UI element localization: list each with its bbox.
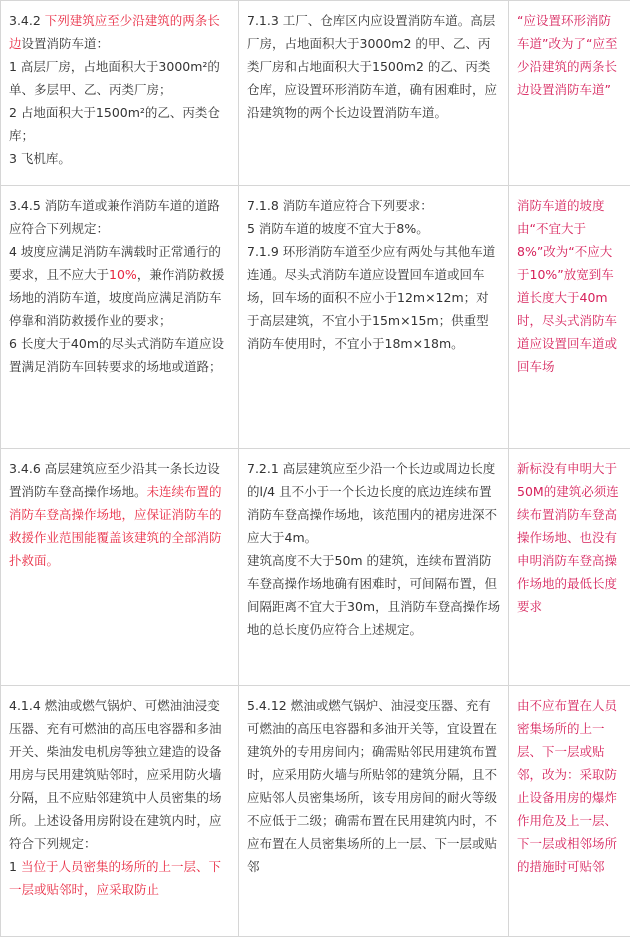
clause-paragraph	[9, 240, 231, 332]
clause-text: 2 占地面积大于1500m²的乙、丙类仓库；	[9, 105, 220, 143]
clause-text: 7.1.9 环形消防车道至少应有两处与其他车道连通。尽头式消防车道应设置回车道或回车场，回车场的面积不应小于12m×12m；对于高层建筑，不宜小于15m×15m；供重型消防车使用时，不宜小于18m×18m。	[247, 244, 495, 351]
clause-paragraph	[9, 55, 231, 101]
clause-paragraph	[247, 549, 501, 641]
new-standard-clause-cell	[1, 686, 239, 937]
highlighted-text: 下列建筑应至少沿建筑的两条长边	[9, 13, 220, 51]
highlighted-text: 当位于人员密集的场所的上一层、下一层或贴邻时，应采取防止	[9, 859, 221, 897]
change-note-cell	[509, 1, 630, 186]
old-standard-clause-cell	[239, 186, 509, 449]
clause-text: 5 消防车道的坡度不宜大于8%。	[247, 221, 429, 236]
clause-paragraph	[9, 194, 231, 240]
clause-text: 4 坡度应满足消防车满载时正常通行的要求，且不应大于	[9, 244, 221, 282]
clause-paragraph	[9, 694, 231, 855]
comparison-table-body	[1, 1, 630, 937]
old-standard-clause-cell	[239, 686, 509, 937]
clause-paragraph	[9, 101, 231, 147]
table-row	[1, 1, 630, 186]
change-note-cell	[509, 449, 630, 686]
change-note-text: 消防车道的坡度由“不宜大于8%”改为“不应大于10%”放宽到车道长度大于40m时，尽头式消防车道应设置回车道或回车场	[517, 198, 617, 374]
new-standard-clause-cell	[1, 1, 239, 186]
old-standard-clause-cell	[239, 449, 509, 686]
new-standard-clause-cell	[1, 186, 239, 449]
clause-text: 3.4.6 高层建筑应至少沿其一条长边设置消防车登高操作场地。	[9, 461, 220, 499]
new-standard-clause-cell	[1, 449, 239, 686]
clause-text: 3.4.5 消防车道或兼作消防车道的道路应符合下列规定：	[9, 198, 220, 236]
clause-text: 7.2.1 高层建筑应至少沿一个长边或周边长度的l/4 且不小于一个长边长度的底边连续布置消防车登高操作场地，该范围内的裙房进深不应大于4m。	[247, 461, 497, 545]
clause-paragraph	[9, 855, 231, 901]
clause-text: 设置消防车道：	[22, 36, 110, 51]
highlighted-text: 未连续布置的消防车登高操作场地，应保证消防车的救援作业范围能覆盖该建筑的全部消防扑救面。	[9, 484, 222, 568]
change-note-cell	[509, 686, 630, 937]
old-standard-clause-cell	[239, 1, 509, 186]
clause-text: 3.4.2	[9, 13, 45, 28]
clause-text: 1	[9, 859, 21, 874]
clause-paragraph	[247, 194, 501, 217]
highlighted-text: 10%	[109, 267, 137, 282]
clause-paragraph	[247, 9, 501, 124]
change-note-text: 由不应布置在人员密集场所的上一层、下一层或贴邻，改为：采取防止设备用房的爆炸作用危及上一层、下一层或相邻场所的措施时可贴邻	[517, 698, 617, 874]
clause-text: 6 长度大于40m的尽头式消防车道应设置满足消防车回转要求的场地或道路；	[9, 336, 224, 374]
clause-paragraph	[247, 240, 501, 355]
clause-text: 3 飞机库。	[9, 151, 71, 166]
clause-text: 7.1.8 消防车道应符合下列要求：	[247, 198, 433, 213]
clause-paragraph	[9, 147, 231, 170]
clause-text: 4.1.4 燃油或燃气锅炉、可燃油油浸变压器、充有可燃油的高压电容器和多油开关、柴油发电机房等独立建造的设备用房与民用建筑贴邻时，应采用防火墙分隔，且不应贴邻建筑中人员密集的场所。上述设备用房附设在建筑内时，应符合下列规定：	[9, 698, 222, 851]
clause-paragraph	[9, 457, 231, 572]
clause-paragraph	[247, 457, 501, 549]
clause-text: 1 高层厂房，占地面积大于3000m²的单、多层甲、乙、丙类厂房；	[9, 59, 220, 97]
clause-paragraph	[9, 9, 231, 55]
clause-paragraph	[247, 694, 501, 878]
clause-text: 7.1.3 工厂、仓库区内应设置消防车道。高层厂房，占地面积大于3000m2 的甲、乙、丙类厂房和占地面积大于1500m2 的乙、丙类仓库，应设置环形消防车道，确有困难时，应沿建筑物的两个长边设置消防车道。	[247, 13, 497, 120]
clause-text: ，兼作消防救援场地的消防车道，坡度尚应满足消防车停靠和消防救援作业的要求；	[9, 267, 224, 328]
table-row	[1, 186, 630, 449]
change-note-text: “应设置环形消防车道”改为了“应至少沿建筑的两条长边设置消防车道”	[517, 13, 617, 97]
clause-paragraph	[247, 217, 501, 240]
clause-paragraph	[9, 332, 231, 378]
clause-text: 建筑高度不大于50m 的建筑，连续布置消防车登高操作场地确有困难时，可间隔布置，但间隔距离不宜大于30m，且消防车登高操作场地的总长度仍应符合上述规定。	[247, 553, 500, 637]
change-note-cell	[509, 186, 630, 449]
change-note-text: 新标没有申明大于50M的建筑必须连续布置消防车登高操作场地、也没有申明消防车登高操作场地的最低长度要求	[517, 461, 619, 614]
clause-text: 5.4.12 燃油或燃气锅炉、油浸变压器、充有可燃油的高压电容器和多油开关等，宜设置在建筑外的专用房间内；确需贴邻民用建筑布置时，应采用防火墙与所贴邻的建筑分隔，且不应贴邻人员密集场所，该专用房间的耐火等级不应低于二级；确需布置在民用建筑内时，不应布置在人员密集场所的上一层、下一层或贴邻	[247, 698, 497, 874]
table-row	[1, 449, 630, 686]
table-row	[1, 686, 630, 937]
